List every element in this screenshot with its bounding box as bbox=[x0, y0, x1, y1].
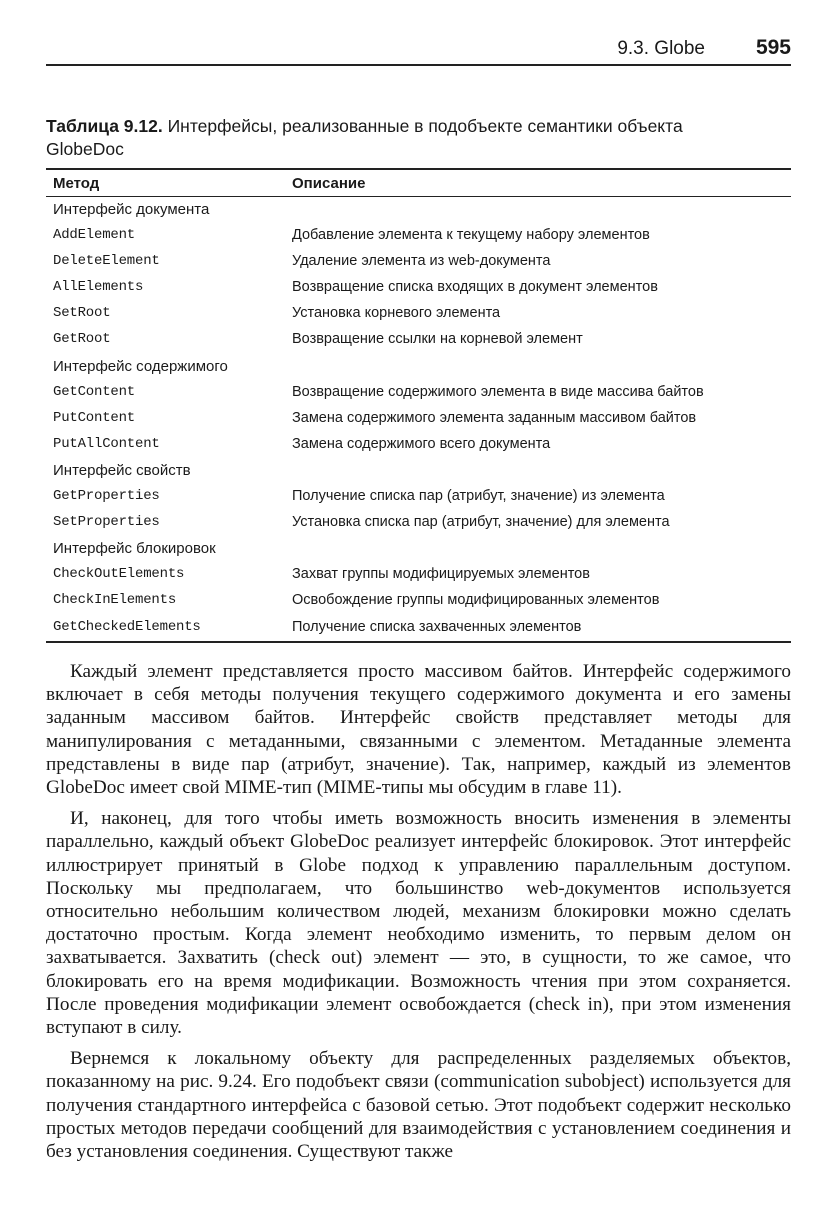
table-row bbox=[46, 327, 791, 353]
method-description: Получение списка захваченных элементов bbox=[292, 618, 582, 635]
table-group-row bbox=[46, 197, 791, 223]
method-name: SetRoot bbox=[53, 305, 111, 322]
section-title: 9.3. Globe bbox=[617, 38, 705, 59]
body-text bbox=[46, 660, 791, 1171]
method-description: Замена содержимого всего документа bbox=[292, 435, 551, 452]
paragraph: Каждый элемент представляется просто массивом байтов. Интерфейс содержимого включает в себя методы получения текущего содержимого документа и его замены заданным массивом байтов. Интерфейс свойств представляет методы для манипулирования с метаданными, связанными с элементом. Метаданные элемента представлены в виде пар (атрибут, значение). Так, например, каждый из элементов GlobeDoc имеет свой MIME-тип (MIME-типы мы обсудим в главе 11). bbox=[46, 661, 791, 799]
method-description: Возвращение списка входящих в документ элементов bbox=[292, 279, 658, 296]
method-name: GetRoot bbox=[53, 331, 111, 348]
method-description: Установка корневого элемента bbox=[292, 305, 501, 322]
paragraph: И, наконец, для того чтобы иметь возможность вносить изменения в элементы параллельно, каждый объект GlobeDoc реализует интерфейс блокировок. Этот интерфейс иллюстрирует принятый в Globe подход к управлению параллельным доступом. Поскольку мы предполагаем, что большинство web-документов используется относительно небольшим количеством людей, механизм блокировки можно сделать достаточно простым. Когда элемент необходимо изменить, то первым делом он захватывается. Захватить (check out) элемент — это, в сущности, то же самое, что блокировать его на время модификации. Возможность чтения при этом сохраняется. После проведения модификации элемент освобождается (check in), при этом изменения вступают в силу. bbox=[46, 808, 791, 1039]
interface-group-label: Интерфейс свойств bbox=[53, 461, 191, 479]
method-name: DeleteElement bbox=[53, 253, 160, 270]
method-description: Возвращение содержимого элемента в виде массива байтов bbox=[292, 383, 704, 400]
table-caption-label: Таблица 9.12. bbox=[46, 116, 163, 136]
interface-group-label: Интерфейс блокировок bbox=[53, 540, 216, 558]
paragraph: Вернемся к локальному объекту для распределенных разделяемых объектов, показанному на рис. 9.24. Его подобъект связи (communication subobject) используется для получения стандартного интерфейса с базовой сетью. Этот подобъект содержит несколько простых методов передачи сообщений для взаимодействия с установлением соединения и без установления соединения. Существуют также bbox=[46, 1048, 791, 1163]
method-name: GetProperties bbox=[53, 488, 160, 505]
table-row bbox=[46, 406, 791, 432]
table-group-row bbox=[46, 458, 791, 484]
running-header bbox=[46, 36, 791, 66]
method-description: Удаление элемента из web-документа bbox=[292, 253, 551, 270]
table-body bbox=[46, 197, 791, 641]
method-description: Установка списка пар (атрибут, значение) для элемента bbox=[292, 514, 670, 531]
method-description: Замена содержимого элемента заданным массивом байтов bbox=[292, 409, 697, 426]
table-row bbox=[46, 615, 791, 641]
table-group-row bbox=[46, 354, 791, 380]
table-row bbox=[46, 588, 791, 614]
method-name: GetCheckedElements bbox=[53, 618, 201, 635]
table-row bbox=[46, 223, 791, 249]
method-name: CheckOutElements bbox=[53, 566, 185, 583]
page-number: 595 bbox=[755, 36, 791, 59]
method-name: GetContent bbox=[53, 383, 136, 400]
table-row bbox=[46, 380, 791, 406]
table-row bbox=[46, 510, 791, 536]
method-description: Захват группы модифицируемых элементов bbox=[292, 566, 590, 583]
column-header-description: Описание bbox=[292, 175, 366, 192]
table-caption bbox=[46, 115, 726, 161]
method-name: PutAllContent bbox=[53, 435, 160, 452]
table-caption-text: Интерфейсы, реализованные в подобъекте семантики объекта GlobeDoc bbox=[46, 116, 683, 159]
method-description: Освобождение группы модифицированных элементов bbox=[292, 592, 660, 609]
table-row bbox=[46, 432, 791, 458]
table-row bbox=[46, 562, 791, 588]
table-row bbox=[46, 249, 791, 275]
table-header-row bbox=[46, 170, 791, 197]
table-group-row bbox=[46, 536, 791, 562]
column-header-method: Метод bbox=[53, 175, 100, 192]
interfaces-table bbox=[46, 168, 791, 643]
method-name: PutContent bbox=[53, 409, 136, 426]
method-description: Получение списка пар (атрибут, значение) из элемента bbox=[292, 488, 665, 505]
interface-group-label: Интерфейс документа bbox=[53, 201, 210, 218]
method-name: SetProperties bbox=[53, 514, 160, 531]
interface-group-label: Интерфейс содержимого bbox=[53, 357, 228, 375]
method-description: Добавление элемента к текущему набору элементов bbox=[292, 227, 650, 244]
method-name: AddElement bbox=[53, 227, 136, 244]
method-name: CheckInElements bbox=[53, 592, 177, 609]
method-name: AllElements bbox=[53, 279, 144, 296]
method-description: Возвращение ссылки на корневой элемент bbox=[292, 331, 583, 348]
table-row bbox=[46, 301, 791, 327]
table-row bbox=[46, 484, 791, 510]
table-row bbox=[46, 275, 791, 301]
